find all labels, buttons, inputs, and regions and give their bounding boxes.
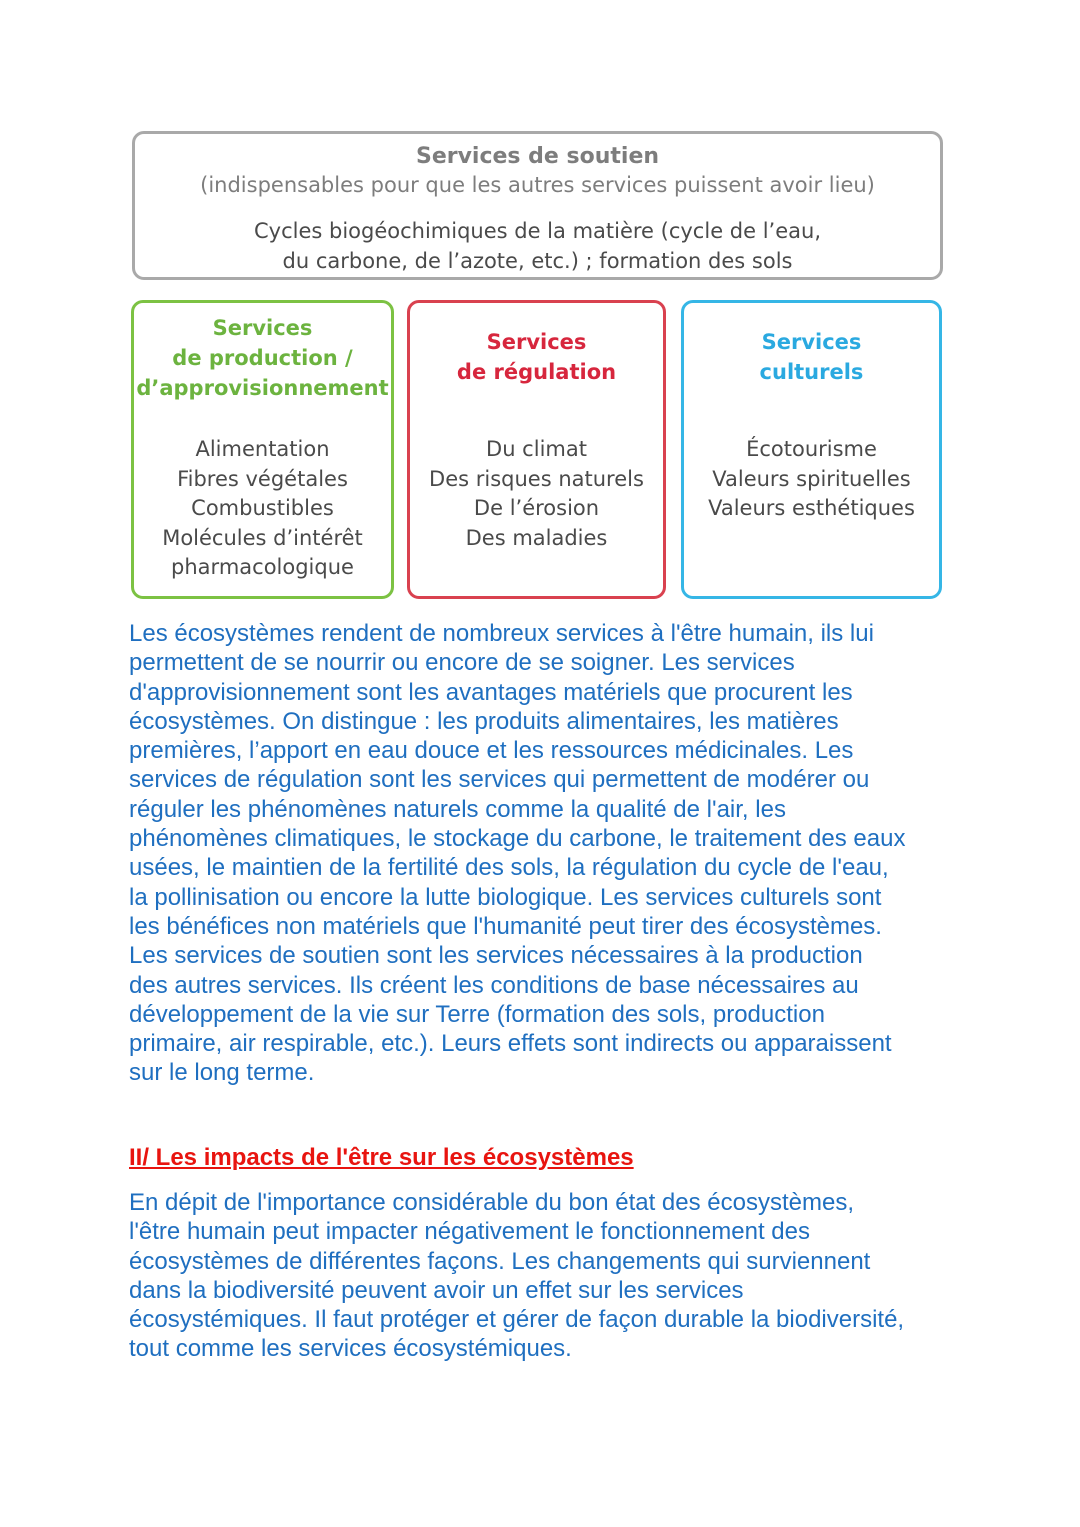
paragraph-line: sur le long terme. — [129, 1059, 315, 1087]
card-item: Des risques naturels — [429, 466, 644, 491]
paragraph-line: les bénéfices non matériels que l'humanité peut tirer des écosystèmes. — [129, 912, 882, 940]
paragraph-line: développement de la vie sur Terre (formation des sols, production — [129, 1000, 825, 1028]
soutien-description — [135, 216, 940, 276]
soutien-services-box — [132, 131, 943, 280]
soutien-title: Services de soutien — [415, 144, 660, 169]
paragraph-line: permettent de se nourrir ou encore de se soigner. Les services — [129, 649, 795, 677]
paragraph-line: usées, le maintien de la fertilité des sols, la régulation du cycle de l'eau, — [129, 854, 889, 882]
card-item: Des maladies — [465, 525, 608, 550]
card-item: Valeurs esthétiques — [708, 496, 915, 520]
card-item: Valeurs spirituelles — [712, 466, 911, 491]
production-services-card — [131, 300, 394, 599]
paragraph-line: l'être humain peut impacter négativement le fonctionnement des — [129, 1218, 810, 1246]
impacts-paragraph — [129, 1188, 989, 1364]
paragraph-line: écosystémiques. Il faut protéger et gérer de façon durable la biodiversité, — [129, 1306, 905, 1334]
card-item: Alimentation — [195, 437, 330, 461]
card-title-line: Services — [212, 316, 313, 340]
card-item: Du climat — [486, 437, 587, 461]
paragraph-line: réguler les phénomènes naturels comme la qualité de l'air, les — [129, 795, 786, 823]
paragraph-line: écosystèmes. On distingue : les produits alimentaires, les matières — [129, 707, 839, 735]
card-items — [410, 435, 663, 553]
paragraph-line: Les services de soutien sont les services nécessaires à la production — [129, 942, 863, 970]
regulation-services-card — [407, 300, 666, 599]
paragraph-line: premières, l’apport en eau douce et les ressources médicinales. Les — [129, 737, 854, 765]
paragraph-line: la pollinisation ou encore la lutte biologique. Les services culturels sont — [129, 883, 882, 911]
paragraph-line: primaire, air respirable, etc.). Leurs effets sont indirects ou apparaissent — [129, 1030, 892, 1058]
paragraph-line: services de régulation sont les services qui permettent de modérer ou — [129, 766, 870, 794]
card-item: Écotourisme — [746, 437, 877, 461]
paragraph-line: Les écosystèmes rendent de nombreux services à l'être humain, ils lui — [129, 620, 874, 647]
card-item: pharmacologique — [171, 555, 354, 579]
card-title-line: d’approvisionnement — [136, 376, 389, 400]
cultural-services-card — [681, 300, 942, 599]
section-heading: II/ Les impacts de l'être sur les écosystèmes — [129, 1144, 634, 1171]
card-item: Combustibles — [191, 496, 334, 520]
card-title-line: Services — [761, 330, 862, 354]
soutien-subtitle: (indispensables pour que les autres services puissent avoir lieu) — [200, 173, 875, 197]
paragraph-line: En dépit de l'importance considérable du bon état des écosystèmes, — [129, 1189, 855, 1216]
paragraph-line: phénomènes climatiques, le stockage du carbone, le traitement des eaux — [129, 825, 906, 853]
soutien-description-line: Cycles biogéochimiques de la matière (cycle de l’eau, — [253, 219, 821, 243]
card-item: De l’érosion — [473, 496, 600, 520]
card-title-line: Services — [486, 330, 587, 354]
paragraph-line: des autres services. Ils créent les conditions de base nécessaires au — [129, 971, 859, 999]
soutien-description-line: du carbone, de l’azote, etc.) ; formation des sols — [282, 249, 793, 273]
paragraph-line: d'approvisionnement sont les avantages matériels que procurent les — [129, 678, 853, 706]
card-item: Molécules d’intérêt — [162, 525, 363, 550]
card-items — [134, 435, 391, 583]
card-title-line: de régulation — [456, 360, 617, 384]
services-explanation-paragraph — [129, 619, 989, 1088]
paragraph-line: écosystèmes de différentes façons. Les changements qui surviennent — [129, 1247, 871, 1275]
card-title-line: culturels — [759, 360, 864, 384]
card-items — [684, 435, 939, 524]
card-item: Fibres végétales — [177, 466, 348, 491]
card-title — [410, 327, 663, 387]
card-title-line: de production / — [172, 346, 353, 370]
paragraph-line: tout comme les services écosystémiques. — [129, 1335, 572, 1363]
card-title — [684, 327, 939, 387]
card-title — [134, 313, 391, 403]
paragraph-line: dans la biodiversité peuvent avoir un effet sur les services — [129, 1276, 744, 1304]
